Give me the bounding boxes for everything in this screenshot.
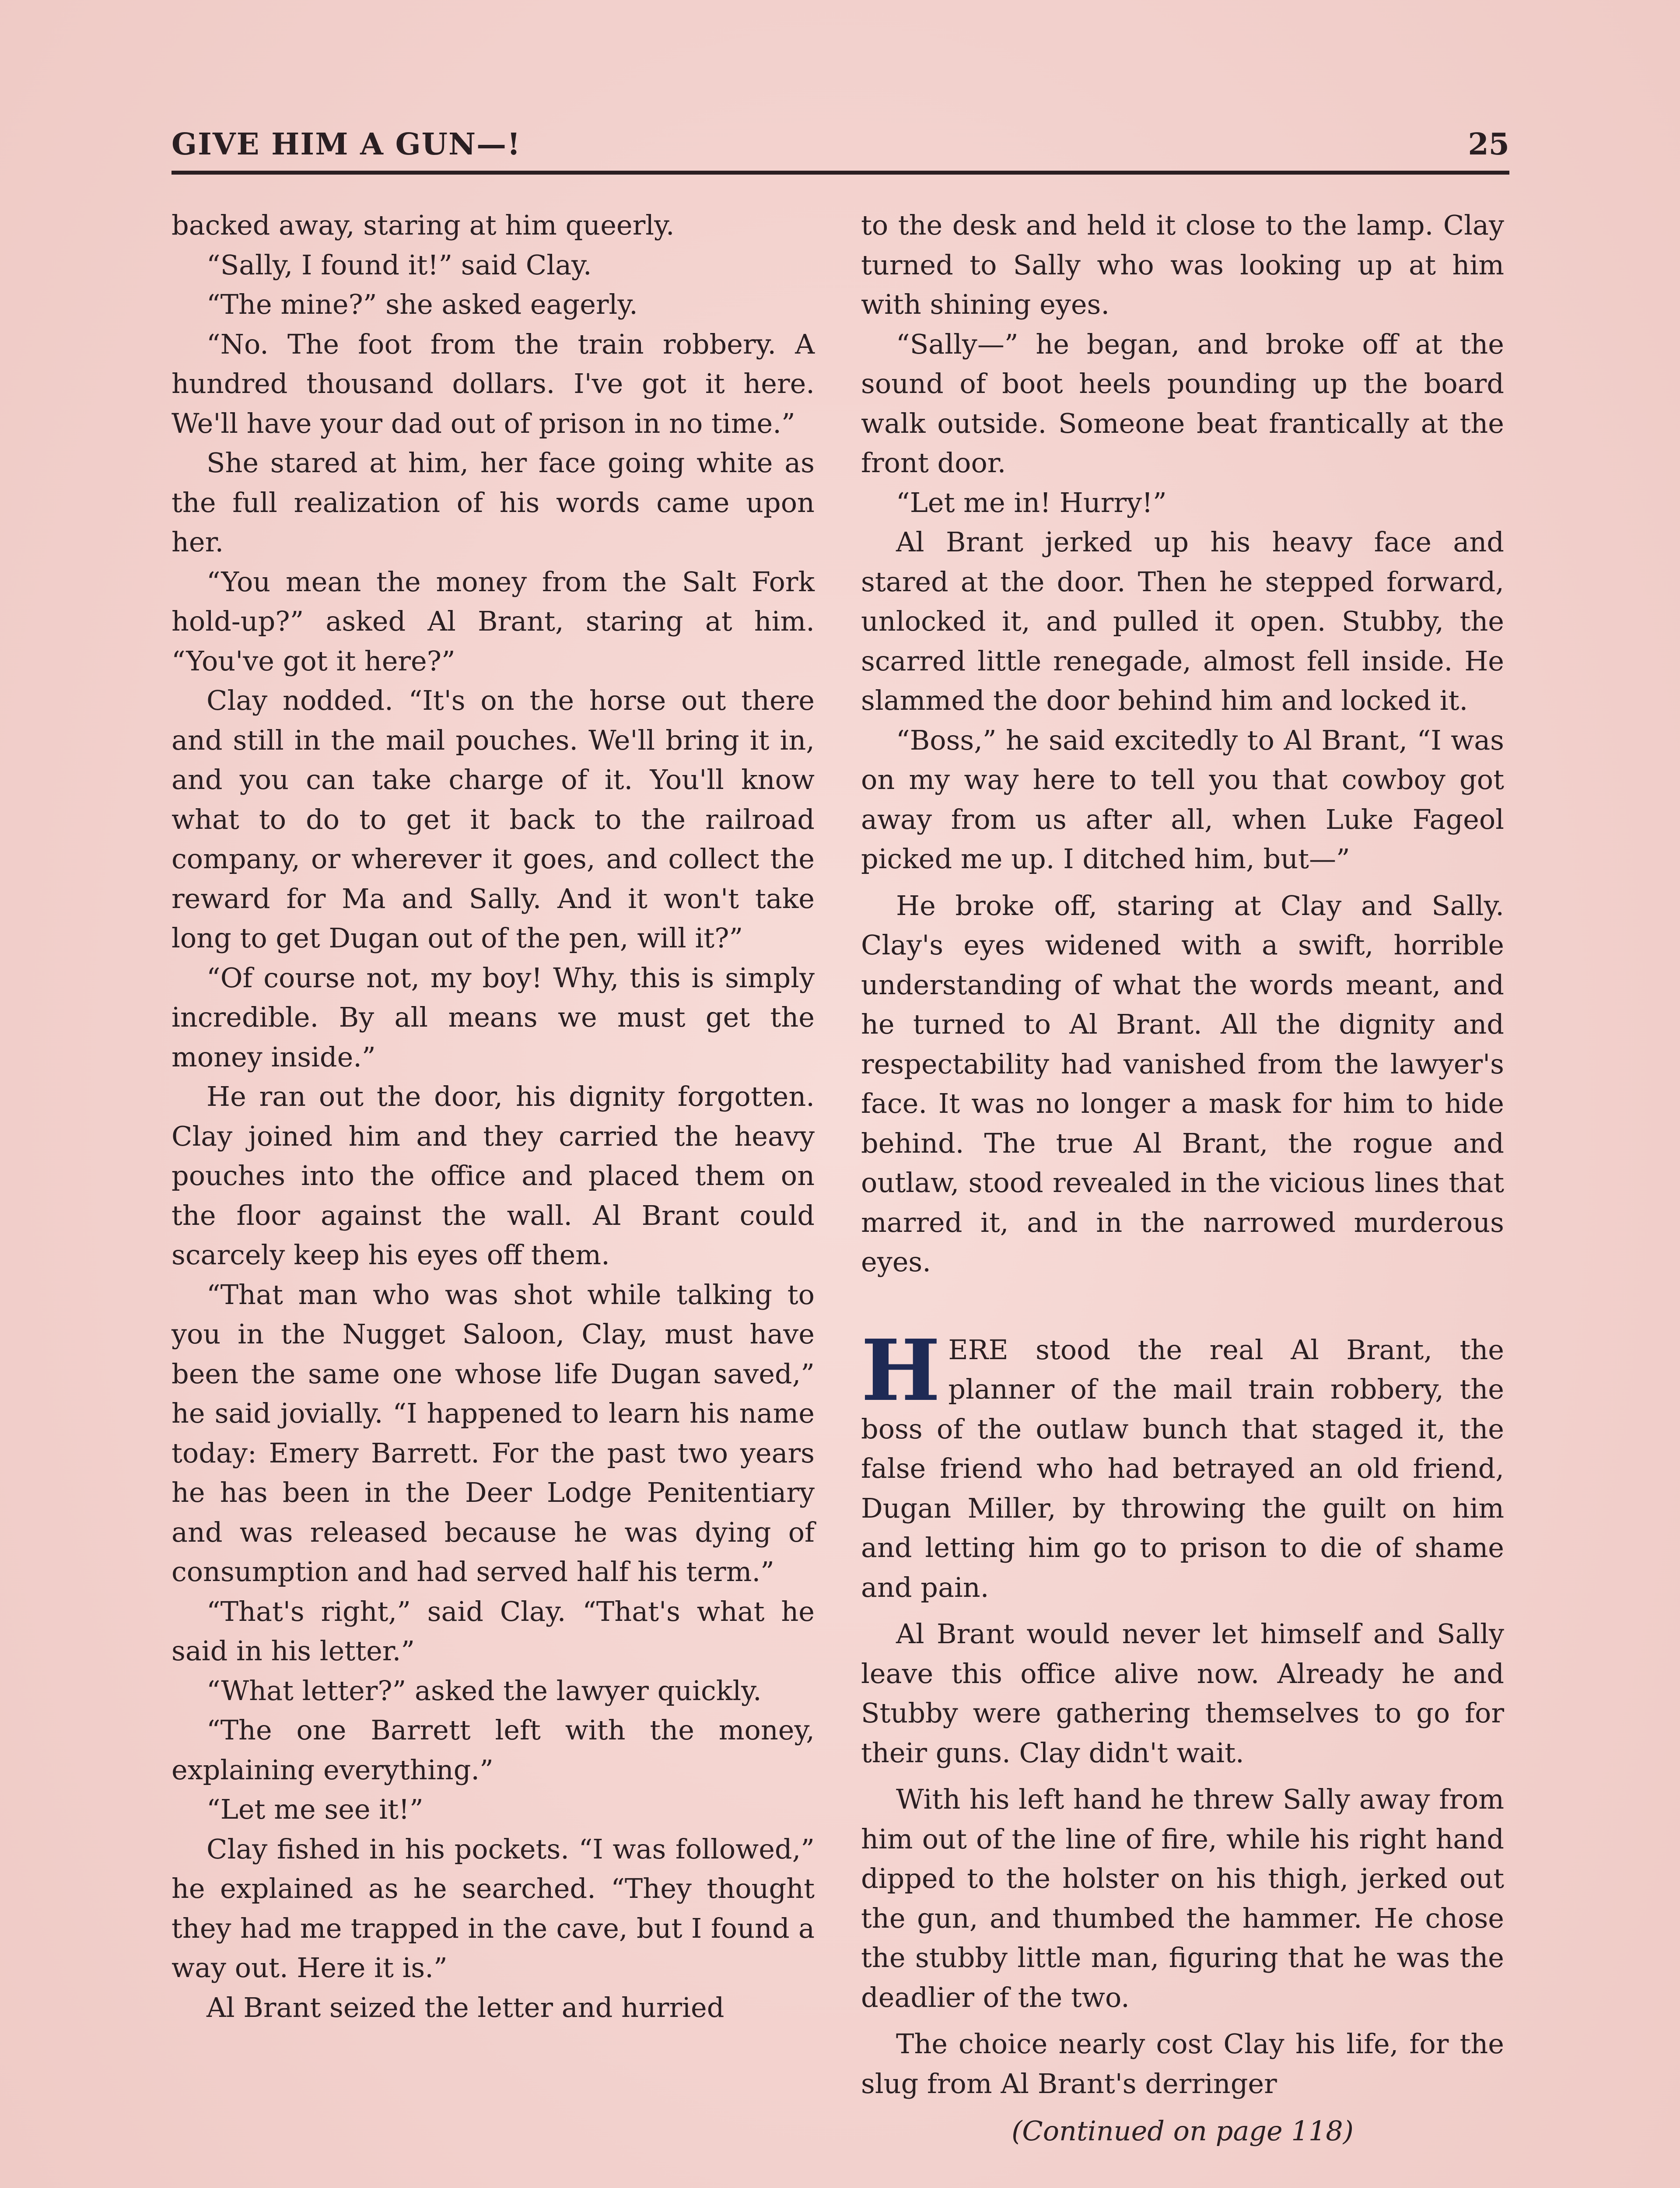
continued-note: (Continued on page 118) (1012, 2115, 1354, 2147)
paragraph: “Of course not, my boy! Why, this is simply incredible. By all means we must get the money inside.” (172, 961, 815, 1073)
paragraph: “The one Barrett left with the money, explaining everything.” (172, 1714, 815, 1786)
paragraph: “Sally, I found it!” said Clay. (206, 249, 592, 281)
running-head (172, 127, 1509, 175)
paragraph: to the desk and held it close to the lamp. Clay turned to Sally who was looking up at him with shining eyes. (861, 209, 1504, 320)
paragraph: backed away, staring at him queerly. (172, 209, 675, 241)
paragraph: “Let me see it!” (206, 1793, 424, 1825)
paragraph: She stared at him, her face going white as the full realization of his words came upon her. (172, 447, 815, 558)
paragraph: Al Brant jerked up his heavy face and stared at the door. Then he stepped forward, unlocked it, and pulled it open. Stubby, the scarred little renegade, almost fell inside. He slammed the door behind him and locked it. (861, 526, 1504, 716)
left-column (172, 206, 815, 2027)
paragraph: With his left hand he threw Sally away from him out of the line of fire, while his right hand dipped to the holster on his thigh, jerked out the gun, and thumbed the hammer. He chose the stubby little man, figuring that he was the deadlier of the two. (861, 1783, 1504, 2013)
paragraph: “Let me in! Hurry!” (896, 486, 1167, 519)
paragraph: “No. The foot from the train robbery. A hundred thousand dollars. I've got it here. We'll have your dad out of prison in no time.” (172, 328, 815, 439)
paragraph: “Boss,” he said excitedly to Al Brant, “I was on my way here to tell you that cowboy got away from us after all, when Luke Fageol picked me up. I ditched him, but—” (861, 724, 1504, 875)
right-column (861, 206, 1504, 2151)
paragraph: Clay fished in his pockets. “I was followed,” he explained as he searched. “They thought they had me trapped in the cave, but I found a way out. Here it is.” (172, 1833, 815, 1984)
paragraph: He ran out the door, his dignity forgotten. Clay joined him and they carried the heavy pouches into the office and placed them on the floor against the wall. Al Brant could scarcely keep his eyes off them. (172, 1080, 815, 1271)
paragraph: The choice nearly cost Clay his life, for the slug from Al Brant's derringer (861, 2028, 1504, 2100)
section-opening-text: ERE stood the real Al Brant, the planner of the mail train robbery, the boss of the outlaw bunch that staged it, the false friend who had betrayed an old friend, Dugan Miller, by throwing the guilt on him and letting him go to prison to die of shame and pain. (861, 1333, 1504, 1603)
paragraph: “That's right,” said Clay. “That's what he said in his letter.” (172, 1595, 815, 1667)
story-title: GIVE HIM A GUN—! (172, 127, 521, 162)
drop-cap: H (861, 1321, 941, 1420)
paragraph: Al Brant seized the letter and hurried (206, 1991, 724, 2023)
paragraph: “You mean the money from the Salt Fork hold-up?” asked Al Brant, staring at him. “You've got it here?” (172, 565, 815, 677)
paragraph: “The mine?” she asked eagerly. (206, 288, 638, 320)
paragraph: Al Brant would never let himself and Sally leave this office alive now. Already he and Stubby were gathering themselves to go for their guns. Clay didn't wait. (861, 1618, 1504, 1769)
paragraph: “What letter?” asked the lawyer quickly. (206, 1674, 762, 1707)
paragraph: “That man who was shot while talking to you in the Nugget Saloon, Clay, must have been the same one whose life Dugan saved,” he said jovially. “I happened to learn his name today: Emery Barrett. For the past two years he has been in the Deer Lodge Penitentiary and was released because he was dying of consumption and had served half his term.” (172, 1278, 815, 1588)
paragraph: Clay nodded. “It's on the horse out there and still in the mail pouches. We'll bring it in, and you can take charge of it. You'll know what to do to get it back to the railroad company, or wherever it goes, and collect the reward for Ma and Sally. And it won't take long to get Dugan out of the pen, will it?” (172, 684, 815, 954)
paragraph: He broke off, staring at Clay and Sally. Clay's eyes widened with a swift, horrible understanding of what the words meant, and he turned to Al Brant. All the dignity and respectability had vanished from the lawyer's face. It was no longer a mask for him to hide behind. The true Al Brant, the rogue and outlaw, stood revealed in the vicious lines that marred it, and in the narrowed murderous eyes. (861, 889, 1504, 1278)
section-opening-paragraph (861, 1321, 1504, 1608)
page-number: 25 (1468, 127, 1509, 162)
paragraph: “Sally—” he began, and broke off at the sound of boot heels pounding up the board walk outside. Someone beat frantically at the front door. (861, 328, 1504, 479)
